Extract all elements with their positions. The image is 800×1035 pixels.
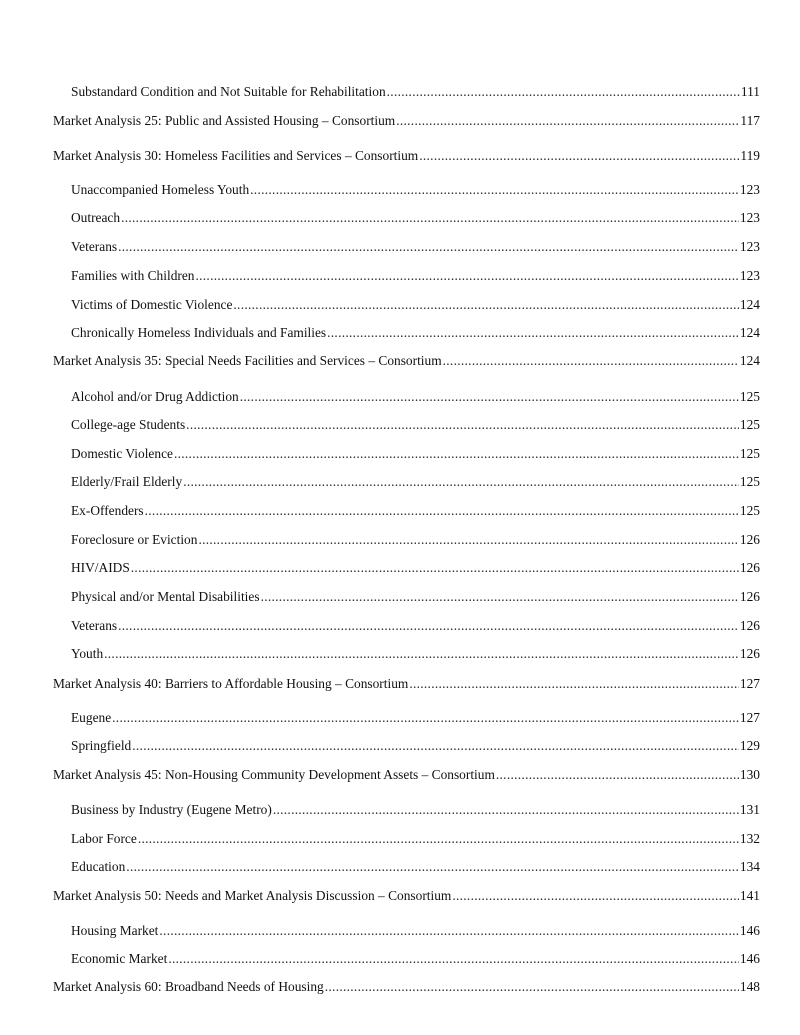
- dot-leader: [261, 587, 739, 607]
- dot-leader: [138, 829, 739, 849]
- toc-entry-title: Outreach: [71, 210, 121, 225]
- toc-entry-page: 125: [739, 503, 760, 518]
- toc-entry[interactable]: [71, 82, 760, 102]
- dot-leader: [409, 674, 739, 694]
- toc-entry[interactable]: [71, 644, 760, 664]
- toc-section-entry[interactable]: [53, 674, 760, 694]
- toc-entry-page: 127: [739, 676, 760, 691]
- dot-leader: [327, 323, 739, 343]
- toc-entry-title: Housing Market: [71, 923, 159, 938]
- dot-leader: [118, 616, 739, 636]
- dot-leader: [250, 180, 739, 200]
- toc-entry[interactable]: [71, 180, 760, 200]
- toc-entry-page: 141: [739, 888, 760, 903]
- toc-entry-title: Economic Market: [71, 951, 168, 966]
- toc-entry-title: HIV/AIDS: [71, 560, 130, 575]
- toc-entry[interactable]: [71, 616, 760, 636]
- toc-entry-page: 125: [739, 474, 760, 489]
- toc-entry[interactable]: [71, 558, 760, 578]
- toc-entry-page: 125: [739, 389, 760, 404]
- dot-leader: [145, 501, 739, 521]
- dot-leader: [195, 266, 738, 286]
- toc-entry[interactable]: [71, 501, 760, 521]
- toc-entry-title: Domestic Violence: [71, 446, 173, 461]
- toc-entry-page: 126: [739, 560, 760, 575]
- toc-entry-page: 146: [739, 951, 760, 966]
- toc-entry-title: Victims of Domestic Violence: [71, 297, 233, 312]
- toc-entry[interactable]: [71, 472, 760, 492]
- toc-entry[interactable]: [71, 587, 760, 607]
- toc-entry-page: 125: [739, 446, 760, 461]
- toc-entry[interactable]: [71, 921, 760, 941]
- toc-section-entry[interactable]: [53, 977, 760, 997]
- toc-entry-title: Chronically Homeless Individuals and Families: [71, 325, 327, 340]
- dot-leader: [387, 82, 740, 102]
- dot-leader: [112, 708, 739, 728]
- toc-entry-page: 125: [739, 417, 760, 432]
- toc-entry-page: 146: [739, 923, 760, 938]
- dot-leader: [496, 765, 739, 785]
- toc-entry-page: 132: [739, 831, 760, 846]
- toc-entry-title: Veterans: [71, 239, 118, 254]
- toc-entry-page: 124: [739, 353, 760, 368]
- toc-entry-title: Ex-Offenders: [71, 503, 144, 518]
- toc-entry-page: 148: [739, 979, 760, 994]
- toc-entry-page: 126: [739, 646, 760, 661]
- dot-leader: [325, 977, 739, 997]
- toc-entry-title: Market Analysis 45: Non-Housing Community Development Assets – Consortium: [53, 767, 495, 782]
- toc-entry-page: 123: [739, 268, 760, 283]
- toc-entry-page: 127: [739, 710, 760, 725]
- toc-entry-page: 123: [739, 210, 760, 225]
- toc-entry[interactable]: [71, 708, 760, 728]
- dot-leader: [396, 111, 739, 131]
- toc-entry-page: 111: [740, 84, 760, 99]
- toc-section-entry[interactable]: [53, 351, 760, 371]
- toc-section-entry[interactable]: [53, 886, 760, 906]
- toc-entry-page: 126: [739, 589, 760, 604]
- toc-entry-page: 134: [739, 859, 760, 874]
- toc-entry[interactable]: [71, 949, 760, 969]
- toc-entry-title: Business by Industry (Eugene Metro): [71, 802, 272, 817]
- toc-entry-page: 124: [739, 297, 760, 312]
- toc-entry[interactable]: [71, 266, 760, 286]
- toc-entry-title: Youth: [71, 646, 104, 661]
- dot-leader: [174, 444, 739, 464]
- toc-entry-page: 123: [739, 182, 760, 197]
- dot-leader: [183, 472, 739, 492]
- toc-entry-page: 124: [739, 325, 760, 340]
- toc-entry[interactable]: [71, 237, 760, 257]
- toc-entry[interactable]: [71, 829, 760, 849]
- toc-entry-title: Market Analysis 35: Special Needs Facilities and Services – Consortium: [53, 353, 442, 368]
- toc-entry[interactable]: [71, 444, 760, 464]
- dot-leader: [233, 295, 739, 315]
- toc-entry-page: 131: [739, 802, 760, 817]
- toc-entry-title: Eugene: [71, 710, 112, 725]
- dot-leader: [121, 208, 739, 228]
- toc-section-entry[interactable]: [53, 146, 760, 166]
- toc-entry-title: Elderly/Frail Elderly: [71, 474, 183, 489]
- toc-entry-title: Families with Children: [71, 268, 195, 283]
- dot-leader: [118, 237, 739, 257]
- toc-entry[interactable]: [71, 323, 760, 343]
- toc-entry-page: 129: [739, 738, 760, 753]
- toc-entry-page: 126: [739, 532, 760, 547]
- toc-entry-title: Market Analysis 50: Needs and Market Analysis Discussion – Consortium: [53, 888, 452, 903]
- toc-entry[interactable]: [71, 857, 760, 877]
- toc-entry-title: Alcohol and/or Drug Addiction: [71, 389, 239, 404]
- dot-leader: [419, 146, 739, 166]
- toc-section-entry[interactable]: [53, 111, 760, 131]
- toc-entry-title: Market Analysis 25: Public and Assisted Housing – Consortium: [53, 113, 396, 128]
- toc-entry-title: Physical and/or Mental Disabilities: [71, 589, 260, 604]
- dot-leader: [273, 800, 739, 820]
- toc-entry[interactable]: [71, 387, 760, 407]
- toc-entry-title: Springfield: [71, 738, 132, 753]
- toc-entry-title: Market Analysis 30: Homeless Facilities and Services – Consortium: [53, 148, 419, 163]
- dot-leader: [443, 351, 739, 371]
- toc-entry-title: Substandard Condition and Not Suitable for Rehabilitation: [71, 84, 386, 99]
- toc-entry[interactable]: [71, 208, 760, 228]
- toc-entry-title: Education: [71, 859, 126, 874]
- dot-leader: [159, 921, 739, 941]
- toc-entry-title: Unaccompanied Homeless Youth: [71, 182, 250, 197]
- dot-leader: [126, 857, 739, 877]
- toc-entry[interactable]: [71, 415, 760, 435]
- toc-entry-title: Veterans: [71, 618, 118, 633]
- toc-entry-title: Labor Force: [71, 831, 137, 846]
- dot-leader: [131, 558, 739, 578]
- dot-leader: [240, 387, 739, 407]
- toc-entry-title: Market Analysis 60: Broadband Needs of Housing: [53, 979, 324, 994]
- dot-leader: [132, 736, 739, 756]
- toc-entry[interactable]: [71, 800, 760, 820]
- dot-leader: [104, 644, 739, 664]
- toc-entry-page: 126: [739, 618, 760, 633]
- toc-entry-title: College-age Students: [71, 417, 186, 432]
- toc-entry[interactable]: [71, 530, 760, 550]
- dot-leader: [198, 530, 738, 550]
- dot-leader: [452, 886, 739, 906]
- toc-entry-page: 119: [740, 148, 760, 163]
- toc-entry-page: 130: [739, 767, 760, 782]
- toc-entry-page: 123: [739, 239, 760, 254]
- toc-entry[interactable]: [71, 736, 760, 756]
- toc-entry-page: 117: [740, 113, 760, 128]
- toc-entry-title: Market Analysis 40: Barriers to Affordable Housing – Consortium: [53, 676, 409, 691]
- toc-entry-title: Foreclosure or Eviction: [71, 532, 198, 547]
- dot-leader: [168, 949, 739, 969]
- dot-leader: [186, 415, 739, 435]
- toc-entry[interactable]: [71, 295, 760, 315]
- toc-section-entry[interactable]: [53, 765, 760, 785]
